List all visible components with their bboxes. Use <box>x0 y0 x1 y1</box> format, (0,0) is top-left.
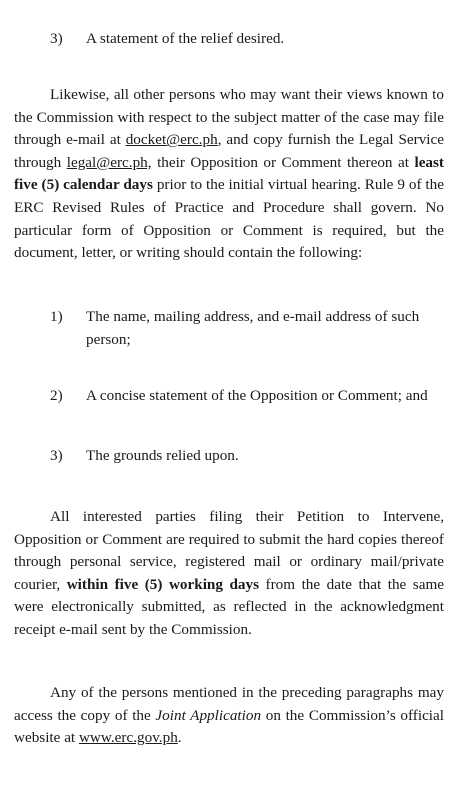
paragraph-text: from the date that the same were electronically submitted, as reflected in the acknowledgment receipt e-mail sent by the Commission. <box>14 575 445 638</box>
joint-application-title: Joint Application <box>155 706 262 724</box>
paragraph-text: All interested parties filing their Petition to Intervene, Opposition or Comment are required to submit the hard copies thereof through personal service, registered mail or ordinary mail/private courier, <box>14 508 444 593</box>
website-paragraph <box>14 682 444 750</box>
paragraph-text: prior to the initial virtual hearing. Rule 9 of the ERC Revised Rules of Practice and Procedure shall govern. No particular form of Opposition or Comment is required, but the document, letter, or writing should contain the following: <box>14 176 444 262</box>
paragraph-text: Any of the persons mentioned in the preceding paragraphs may access the copy of the <box>14 684 444 724</box>
item-number: 3) <box>50 30 63 47</box>
list-item-3 <box>50 445 444 468</box>
item-text: The name, mailing address, and e-mail address of such person; <box>86 308 420 348</box>
requirement-item-3-relief <box>50 28 444 51</box>
opposition-paragraph <box>14 84 444 265</box>
item-text: The grounds relied upon. <box>86 447 239 464</box>
deadline-emphasis: least five (5) calendar days <box>14 153 444 194</box>
list-item-2 <box>50 385 444 408</box>
item-number: 2) <box>50 387 63 404</box>
hard-copy-paragraph <box>14 506 444 642</box>
legal-email-link[interactable]: legal@erc.ph, <box>66 153 152 171</box>
list-item-1 <box>50 306 444 351</box>
paragraph-text: on the Commission’s official website at <box>14 706 444 747</box>
item-number: 1) <box>50 308 63 325</box>
paragraph-text: , and copy furnish the Legal Service through <box>14 131 444 171</box>
paragraph-text: Likewise, all other persons who may want their views known to the Commission with respect to the subject matter of the case may file through e-mail at <box>14 86 444 149</box>
website-link[interactable]: www.erc.gov.ph <box>78 729 178 747</box>
item-text: A concise statement of the Opposition or Comment; and <box>86 387 428 404</box>
paragraph-text: their Opposition or Comment thereon at <box>151 153 415 171</box>
paragraph-text: . <box>177 729 182 747</box>
docket-email-link[interactable]: docket@erc.ph <box>125 131 218 149</box>
item-number: 3) <box>50 447 63 464</box>
deadline-emphasis: within five (5) working days <box>66 575 260 593</box>
item-text: A statement of the relief desired. <box>86 30 285 47</box>
